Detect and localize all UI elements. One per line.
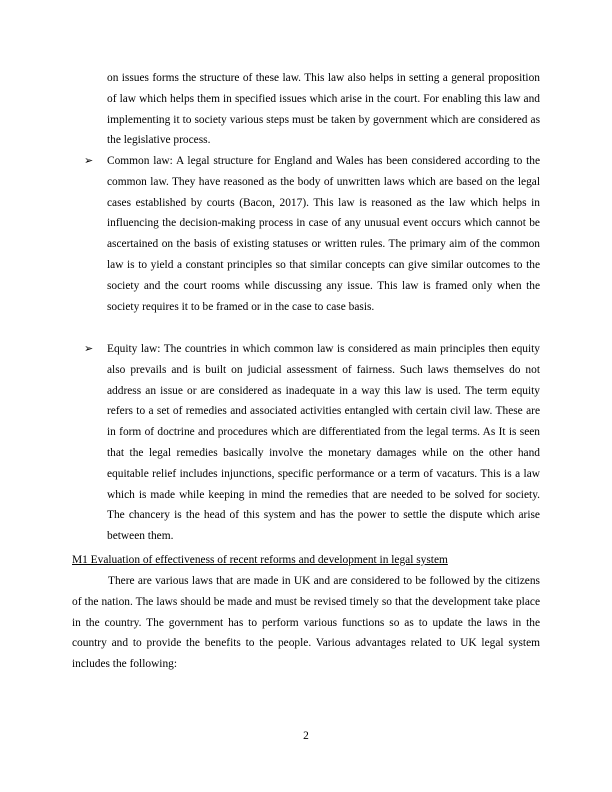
continuation-paragraph: on issues forms the structure of these law. This law also helps in setting a general proposition of law which helps them in specified issues which arise in the court. For enabling this law and implementing it to society various steps must be taken by government which are considered as the legislative process. xyxy=(107,72,540,147)
bullet-text-equity-law: Equity law: The countries in which common law is considered as main principles then equity also prevails and is built on judicial assessment of fairness. Such laws themselves do not address an issue or are considered as inadequate in a way this law is used. The term equity refers to a set of remedies and associated activities entangled with certain civil law. These are in form of doctrine and procedures which are differentiated from the legal terms. As It is seen that the legal remedies basically involve the monetary damages while on the other hand equitable relief includes injunctions, specific performance or a term of vacaturs. This is a law which is made while keeping in mind the remedies that are needed to be solved for society. The chancery is the head of this system and has the power to settle the dispute which arise between them. xyxy=(107,343,540,543)
arrow-bullet-icon: ➢ xyxy=(84,154,94,167)
bullet-text-common-law: Common law: A legal structure for England and Wales has been considered according to the common law. They have reasoned as the body of unwritten laws which are based on the legal cases established by courts (Bacon, 2017). This law is reasoned as the law which helps in influencing the decision-making process in case of any unusual event occurs which cannot be ascertained on the basis of existing statuses or written rules. The primary aim of the common law is to yield a constant principles so that similar concepts can give similar outcomes to the society and the court rooms while discussing any issue. This law is framed only when the society requires it to be framed or in the case to case basis. xyxy=(107,155,540,313)
page-number: 2 xyxy=(303,730,309,742)
section-heading: M1 Evaluation of effectiveness of recent reforms and development in legal system xyxy=(72,554,448,566)
arrow-bullet-icon: ➢ xyxy=(84,342,94,355)
body-paragraph: There are various laws that are made in UK and are considered to be followed by the citizens of the nation. The laws should be made and must be revised timely so that the development take place in the country. The government has to perform various functions so as to update the laws in the country and to provide the benefits to the people. Various advantages related to UK legal system includes the following: xyxy=(72,575,540,671)
